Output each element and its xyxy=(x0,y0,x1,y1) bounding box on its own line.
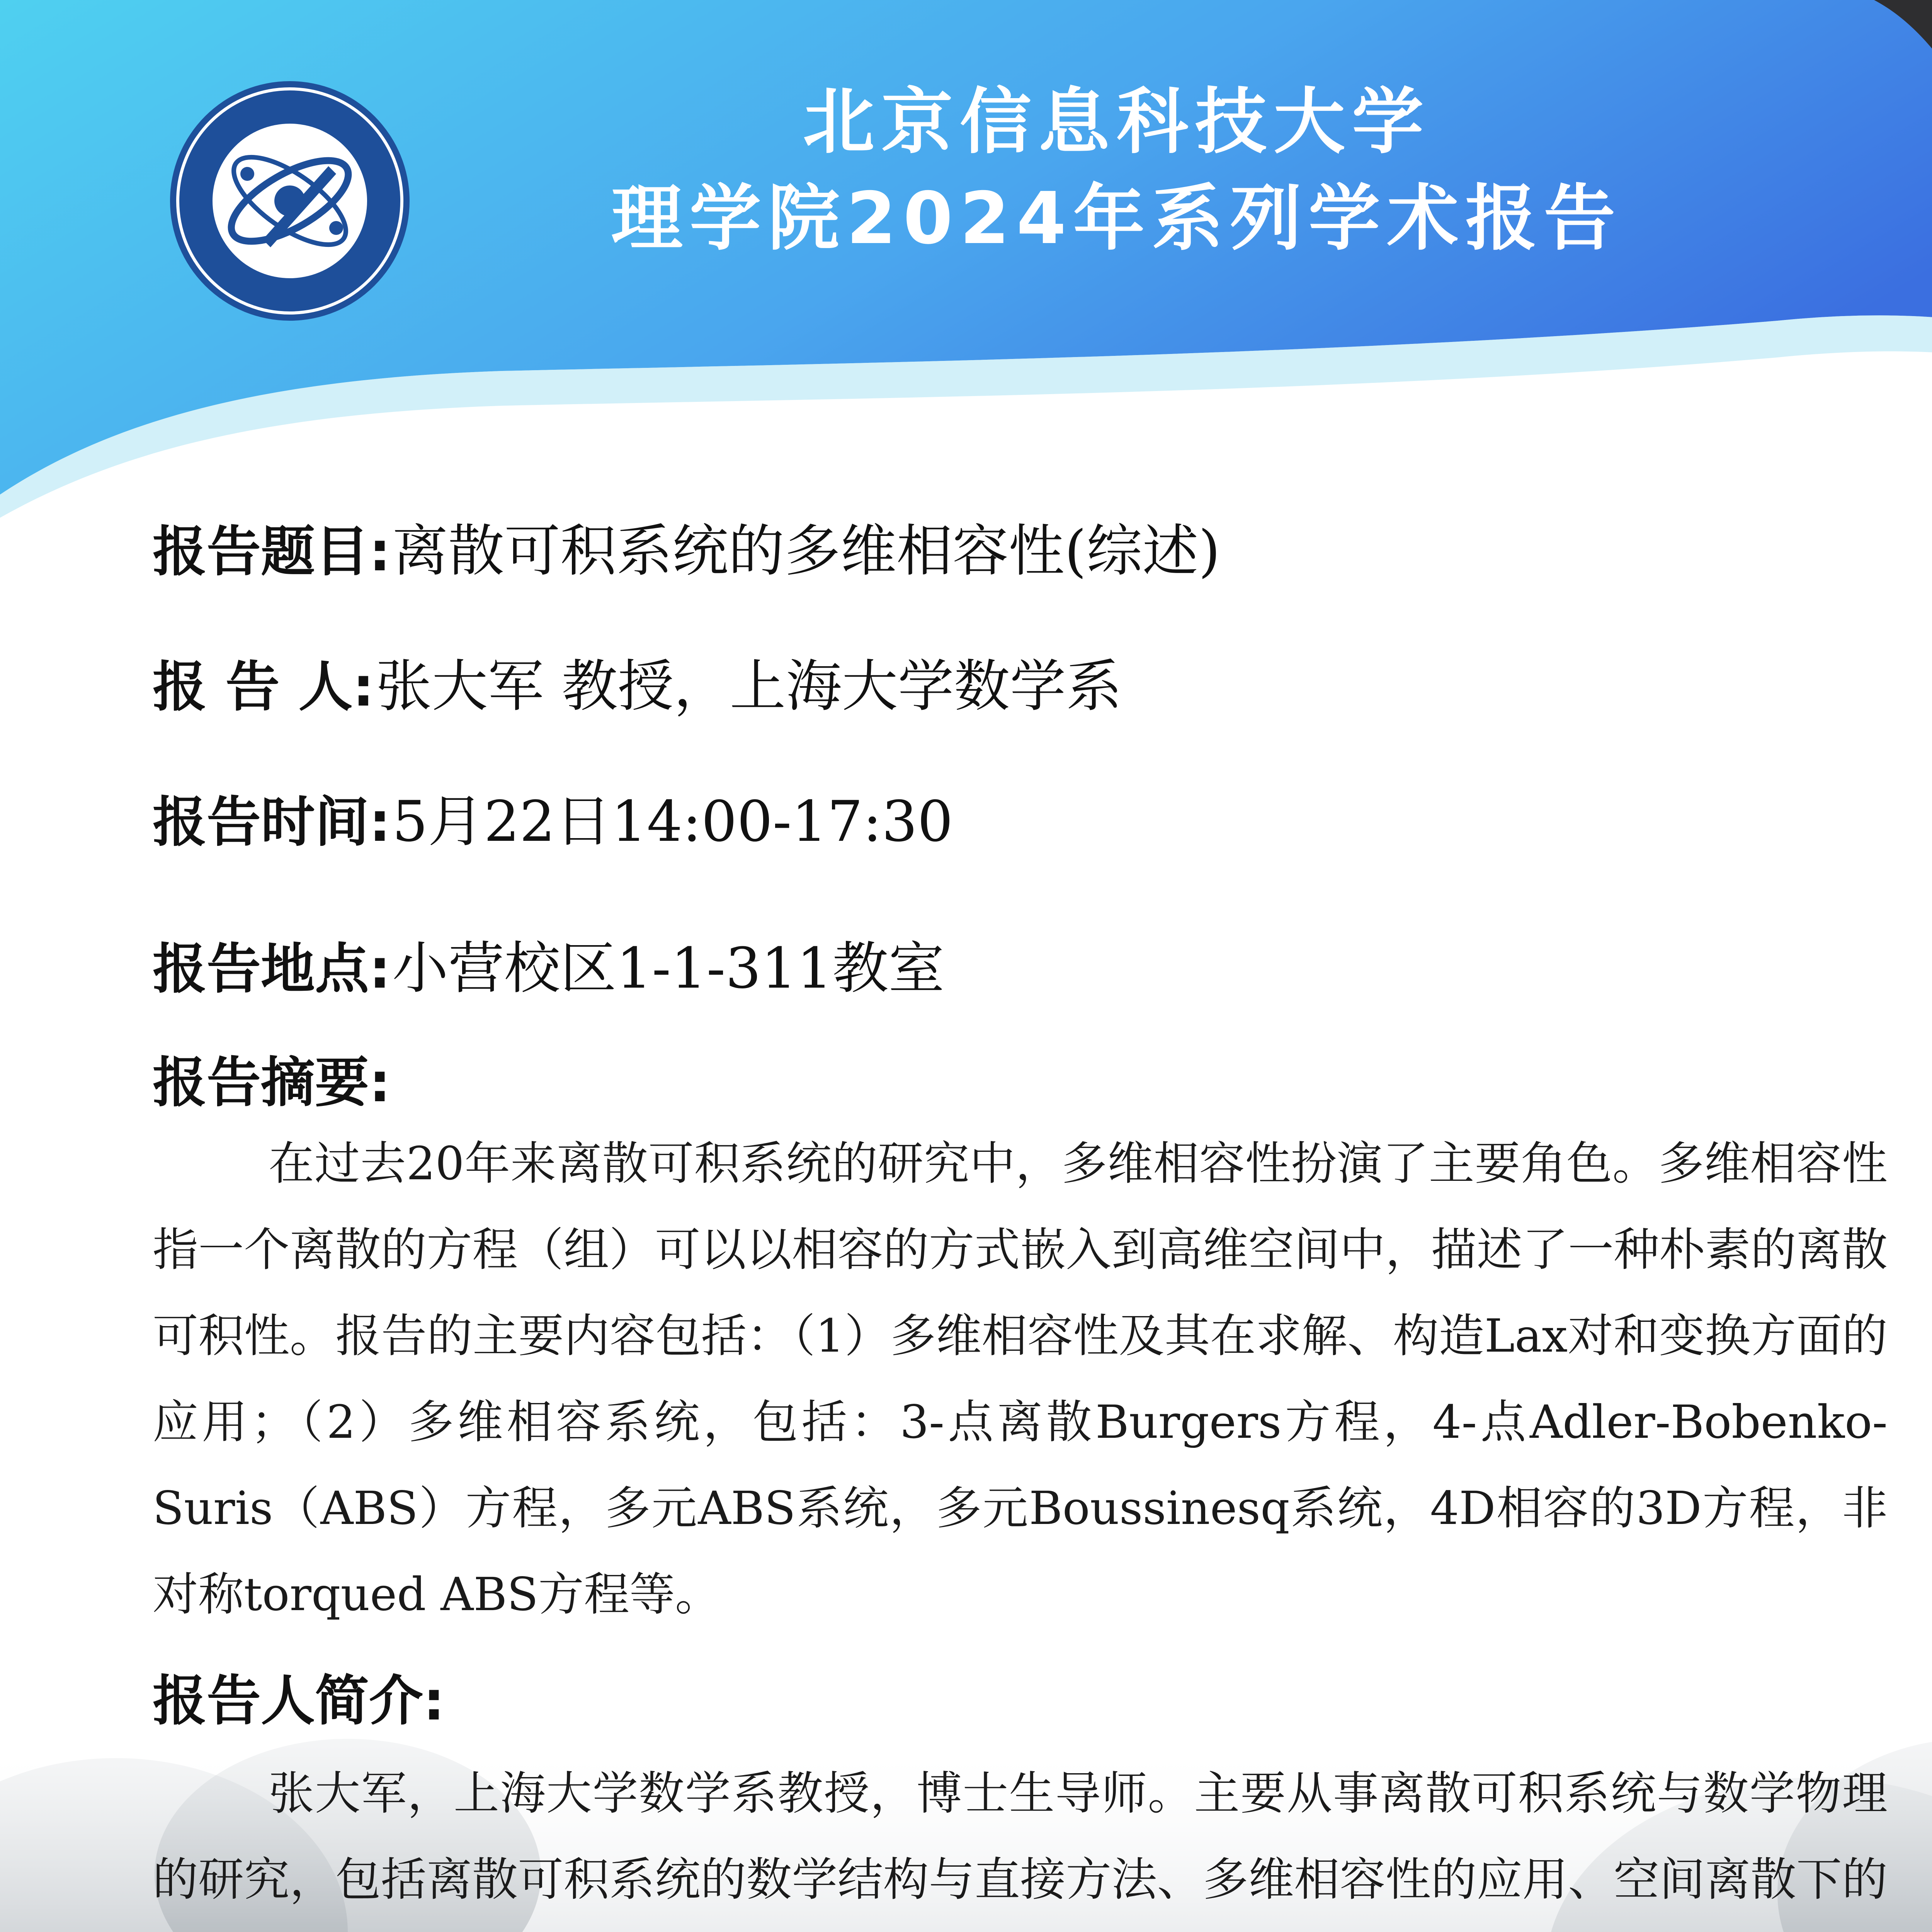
place-value: 小营校区1-1-311教室 xyxy=(392,936,945,1001)
bio-text: 张大军，上海大学数学系教授，博士生导师。主要从事离散可积系统与数学物理的研究，包括离散可积系统的数学结构与直接方法、多维相容性的应用、空间离散下的 xyxy=(153,1767,1888,1906)
info-row-title xyxy=(153,506,1930,599)
info-row-speaker xyxy=(153,641,1930,734)
title-label: 报告题目: xyxy=(153,520,391,583)
abstract-heading: 报告摘要: xyxy=(153,1051,391,1114)
info-row-time xyxy=(153,777,1930,869)
time-value: 5月22日14:00-17:30 xyxy=(392,789,953,854)
school-emblem-icon xyxy=(166,77,413,325)
speaker-value: 张大军 教授，上海大学数学系 xyxy=(376,654,1122,719)
header-title xyxy=(421,73,1812,267)
bio-heading: 报告人简介: xyxy=(153,1670,445,1733)
abstract-text: 在过去20年来离散可积系统的研究中，多维相容性扮演了主要角色。多维相容性指一个离散的方程（组）可以以相容的方式嵌入到高维空间中，描述了一种朴素的离散可积性。报告的主要内容包括：（1）多维相容性及其在求解、构造Lax对和变换方面的应用；（2）多维相容系统，包括：3-点离散Burgers方程，4-点Adler-Bobenko-Suris（ABS）方程，多元ABS系统，多元Boussinesq系统，4D相容的3D方程，非对称torqued ABS方程等。 xyxy=(153,1137,1888,1621)
title-value: 离散可积系统的多维相容性(综述) xyxy=(392,519,1221,584)
place-label: 报告地点: xyxy=(153,938,391,1001)
header-line-1: 北京信息科技大学 xyxy=(803,80,1430,163)
time-label: 报告时间: xyxy=(153,791,391,854)
header-line-2: 理学院2024年系列学术报告 xyxy=(611,177,1622,260)
speaker-label: 报 告 人: xyxy=(153,656,374,719)
info-row-place xyxy=(153,923,1930,1016)
